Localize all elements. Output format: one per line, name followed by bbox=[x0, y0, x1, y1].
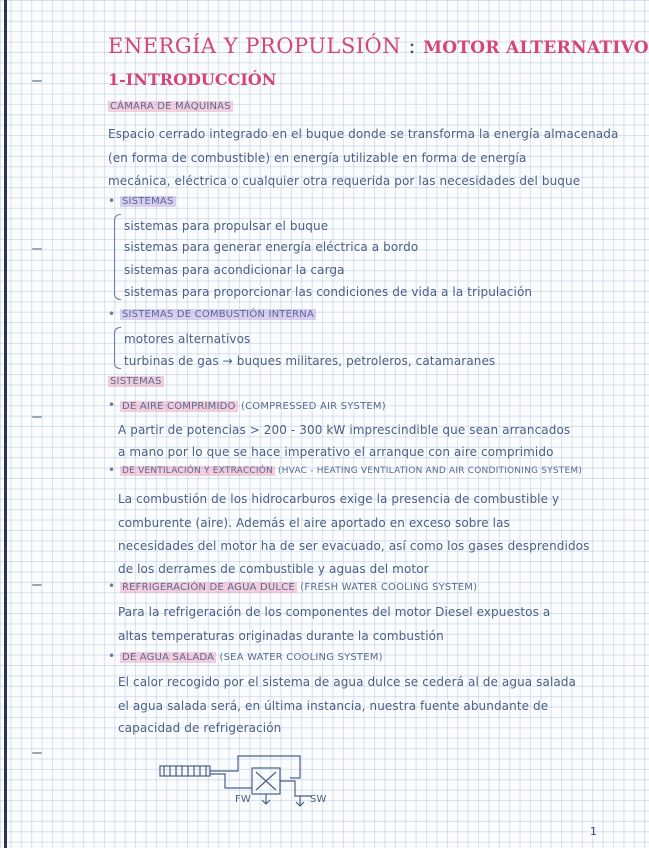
aire-line: a mano por lo que se hace imperativo el arranque con aire comprimido bbox=[118, 445, 554, 459]
aire-line: A partir de potencias > 200 - 300 kW imprescindible que sean arrancados bbox=[118, 423, 571, 437]
sistemas-label: SISTEMAS bbox=[122, 196, 174, 207]
brace-bracket bbox=[114, 327, 121, 369]
ventilacion-line: comburente (aire). Además el aire aportado en exceso sobre las bbox=[118, 516, 510, 530]
punch-hole-mark bbox=[32, 416, 42, 418]
ventilacion-line: La combustión de los hidrocarburos exige la presencia de combustible y bbox=[118, 492, 560, 506]
refrigeracion-line: altas temperaturas originadas durante la combustión bbox=[118, 629, 444, 643]
ventilacion-line: de los derrames de combustible y aguas del motor bbox=[118, 562, 429, 576]
salada-label: DE AGUA SALADA (SEA WATER COOLING SYSTEM) bbox=[122, 652, 383, 663]
combustion-item: turbinas de gas → buques militares, petroleros, catamaranes bbox=[124, 354, 496, 368]
heat-exchanger-cross bbox=[256, 772, 276, 790]
title-main: ENERGÍA Y PROPULSIÓN bbox=[108, 34, 402, 58]
punch-hole-mark bbox=[32, 752, 42, 754]
punch-hole-mark bbox=[32, 248, 42, 250]
engine-fins bbox=[164, 766, 206, 776]
combustion-item: motores alternativos bbox=[124, 332, 251, 346]
engine-block bbox=[160, 766, 210, 776]
camara-label: CÁMARA DE MÁQUINAS bbox=[110, 101, 231, 112]
pipe-line bbox=[210, 756, 300, 778]
page-title bbox=[108, 36, 649, 57]
pipe-line bbox=[210, 774, 252, 788]
refrigeracion-label: REFRIGERACIÓN DE AGUA DULCE (FRESH WATER COOLING SYSTEM) bbox=[122, 582, 478, 593]
salada-line: capacidad de refrigeración bbox=[118, 721, 282, 735]
ventilacion-label: DE VENTILACIÓN Y EXTRACCIÓN (HVAC - HEATING VENTILATION AND AIR CONDITIONING SYSTEM) bbox=[122, 466, 583, 476]
sistemas-item: sistemas para propulsar el buque bbox=[124, 219, 329, 233]
salada-line: el agua salada será, en última instancia, nuestra fuente abundante de bbox=[118, 699, 549, 713]
bullet-dot: • bbox=[108, 579, 116, 593]
ventilacion-line: necesidades del motor ha de ser evacuado, así como los gases desprendidos bbox=[118, 539, 590, 553]
punch-hole-mark bbox=[32, 584, 42, 586]
sistemas-item: sistemas para proporcionar las condiciones de vida a la tripulación bbox=[124, 285, 533, 299]
bullet-dot: • bbox=[108, 398, 116, 412]
salada-line: El calor recogido por el sistema de agua dulce se cederá al de agua salada bbox=[118, 675, 577, 689]
title-subtitle: MOTOR ALTERNATIVO bbox=[423, 38, 649, 58]
diagram-label-sw: SW bbox=[310, 794, 327, 805]
refrigeracion-line: Para la refrigeración de los componentes del motor Diesel expuestos a bbox=[118, 605, 551, 619]
bullet-dot: • bbox=[108, 194, 116, 208]
brace-bracket bbox=[114, 214, 121, 300]
camara-line: Espacio cerrado integrado en el buque donde se transforma la energía almacenada bbox=[108, 127, 619, 141]
sistemas-heading: SISTEMAS bbox=[110, 376, 162, 387]
pipe-line bbox=[280, 781, 312, 796]
camara-line: mecánica, eléctrica o cualquier otra requerida por las necesidades del buque bbox=[108, 174, 581, 188]
bullet-dot: • bbox=[108, 649, 116, 663]
combustion-label: SISTEMAS DE COMBUSTIÓN INTERNA bbox=[122, 309, 314, 320]
page-number: 1 bbox=[590, 825, 597, 838]
page-margin-line bbox=[4, 0, 7, 848]
sistemas-item: sistemas para acondicionar la carga bbox=[124, 263, 345, 277]
aire-label: DE AIRE COMPRIMIDO (COMPRESSED AIR SYSTEM) bbox=[122, 401, 386, 412]
sistemas-item: sistemas para generar energía eléctrica a bordo bbox=[124, 240, 419, 254]
diagram-label-fw: FW bbox=[235, 794, 251, 805]
bullet-dot: • bbox=[108, 307, 116, 321]
section-heading: 1-INTRODUCCIÓN bbox=[108, 70, 277, 89]
bullet-dot: • bbox=[108, 463, 116, 477]
camara-line: (en forma de combustible) en energía utilizable en forma de energía bbox=[108, 151, 527, 165]
title-colon: : bbox=[408, 34, 416, 58]
punch-hole-mark bbox=[32, 80, 42, 82]
